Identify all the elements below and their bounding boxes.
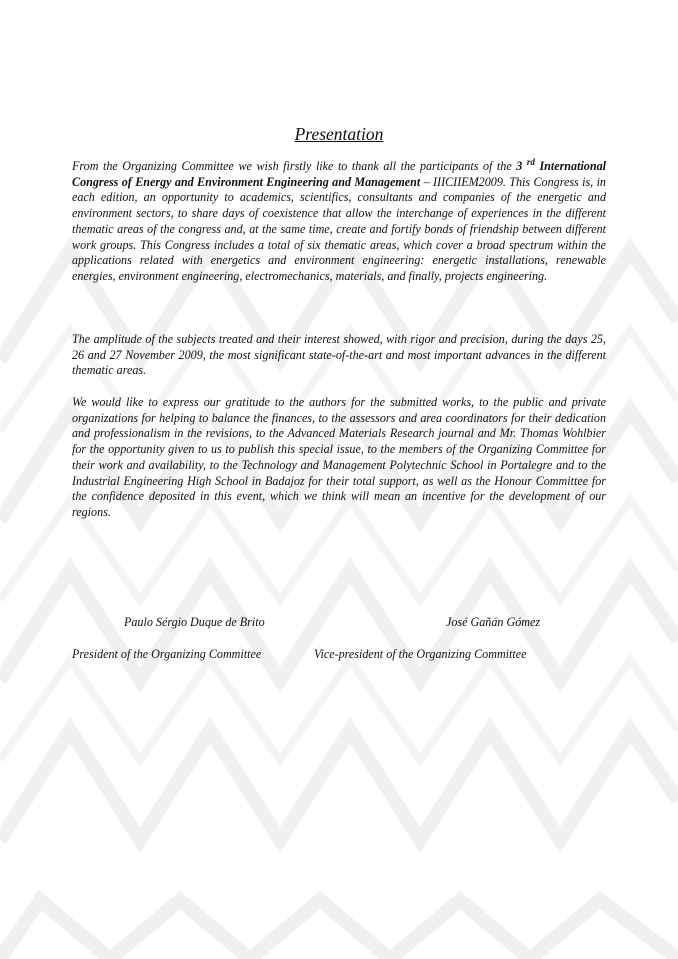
signature-role-president: President of the Organizing Committee — [72, 647, 262, 661]
congress-edition — [516, 156, 535, 173]
signature-name-vice-president: José Gañán Gómez — [446, 615, 541, 629]
intro-text-start: From the Organizing Committee we wish firstly like to thank all the participants of the — [72, 159, 517, 173]
paragraph-gratitude: We would like to express our gratitude to the authors for the submitted works, to the public and private organizations for helping to balance the finances, to the assessors and area coordinators for their dedication and professionalism in the revisions, to the Advanced Materials Research journal and Mr. Thomas Wohlbier for the opportunity given to us to publish this special issue, to the members of the Organizing Committee for their work and availability, to the Technology and Management Polytechnic School in Portalegre and to the Industrial Engineering High School in Badajoz for their total support, as well as the Honour Committee for the confidence deposited in this event, which we think will mean an incentive for the development of our regions. — [72, 395, 606, 519]
edition-suffix: rd — [526, 156, 535, 167]
edition-number: 3 — [516, 159, 527, 173]
intro-text-end: – IIICIIEM2009. This Congress is, in each edition, an opportunity to academics, scientifics, consultants and companies of the energetic and environment sectors, to share days of coexistence that allow the interchange of experiences in the different thematic areas of the congress and, at the same time, create and fortify bonds of friendship between different work groups. This Congress includes a total of six thematic areas, which cover a broad spectrum within the applications related with energetics and environment engineering: energetic installations, renewable energies, environment engineering, electromechanics, materials, and finally, projects engineering. — [72, 174, 606, 283]
paragraph-amplitude: The amplitude of the subjects treated and their interest showed, with rigor and precision, during the days 25, 26 and 27 November 2009, the most significant state-of-the-art and most important advances in the different thematic areas. — [72, 332, 606, 378]
congress-name: International Congress of Energy and Environment Engineering and Management — [72, 159, 606, 189]
paragraph-intro — [72, 156, 606, 285]
signature-role-vice-president: Vice-president of the Organizing Committee — [314, 647, 527, 661]
page-title: Presentation — [294, 124, 384, 144]
signature-name-president: Paulo Sérgio Duque de Brito — [124, 615, 265, 629]
